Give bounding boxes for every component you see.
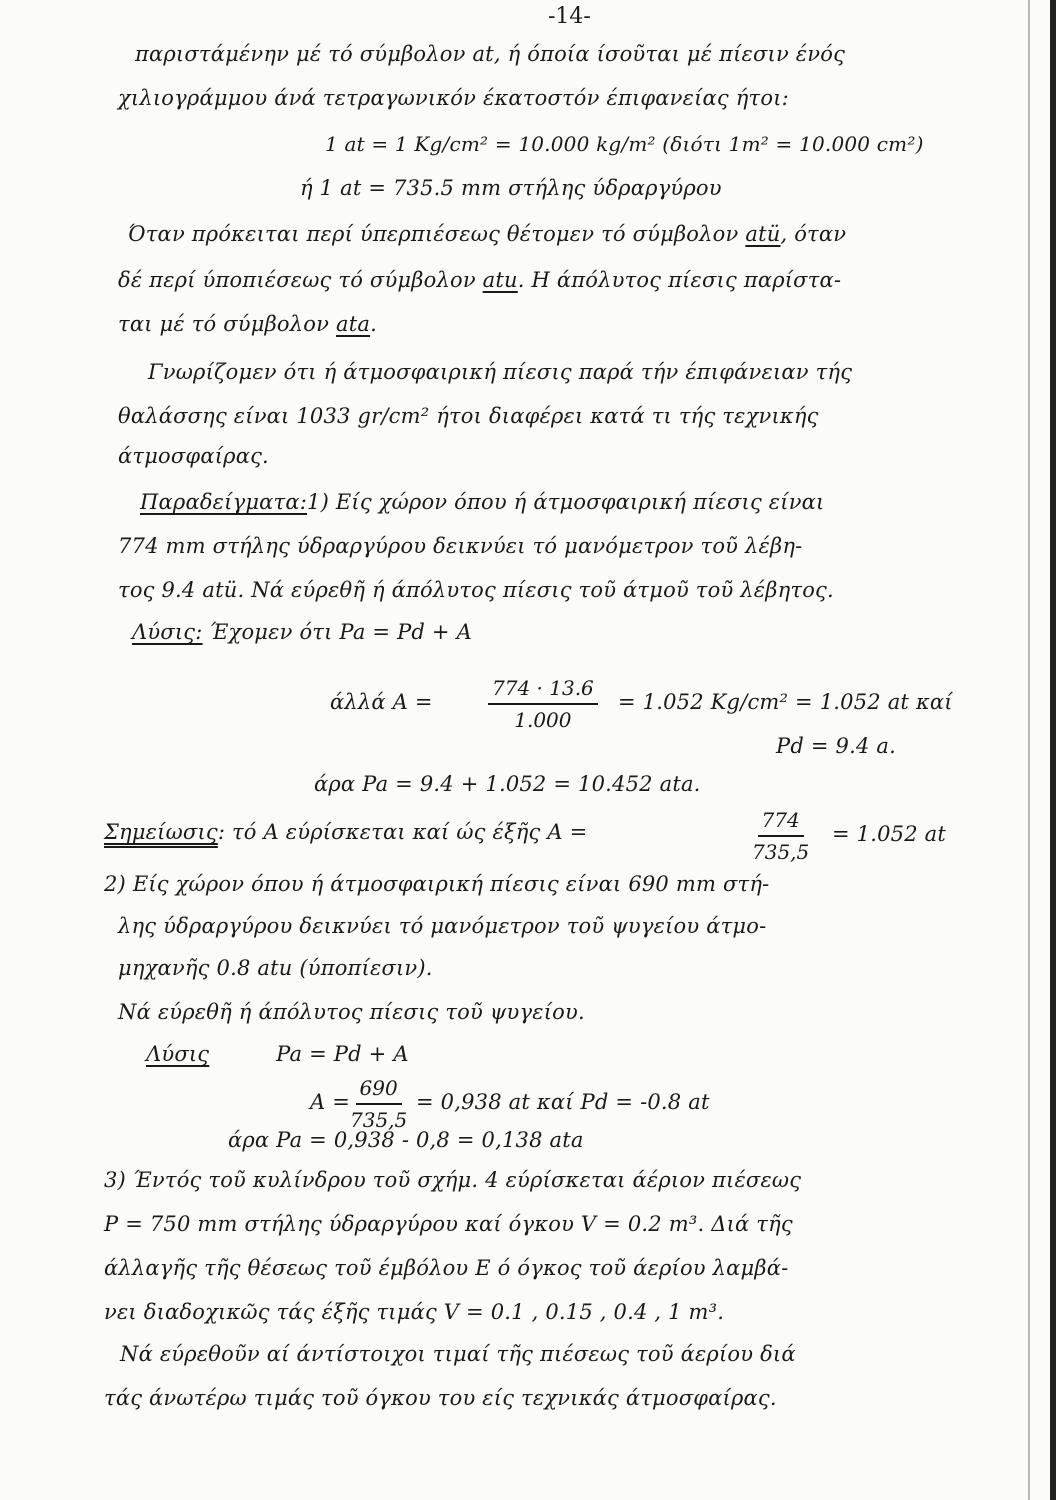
text-line: Νά εύρεθῆ ή άπόλυτος πίεσις τοῦ ψυγείου. <box>118 1000 585 1024</box>
text-line: 2) Είς χώρον όπου ή άτμοσφαιρική πίεσις είναι 690 mm στή- <box>104 872 770 896</box>
text-line <box>104 822 587 843</box>
fraction-numerator: 690 <box>356 1076 402 1105</box>
fraction <box>350 1076 407 1132</box>
equation-lhs: άλλά A = <box>330 690 433 714</box>
text-line <box>118 314 377 335</box>
equation-line: Pd = 9.4 a. <box>776 734 896 758</box>
equation-lhs: A = <box>310 1090 351 1114</box>
equation-line: άρα Pa = 9.4 + 1.052 = 10.452 ata. <box>314 772 701 796</box>
fraction-denominator: 1.000 <box>514 708 572 732</box>
text-line <box>118 270 841 291</box>
note-label: Σημείωσις <box>104 820 218 844</box>
text-segment: Έχομεν ότι Pa = Pd + A <box>209 620 472 644</box>
text-line: 3) Έντός τοῦ κυλίνδρου τοῦ σχήμ. 4 εύρίσκεται άέριον πιέσεως <box>104 1168 802 1192</box>
text-line: χιλιογράμμου άνά τετραγωνικόν έκατοστόν έπιφανείας ήτοι: <box>118 86 789 110</box>
text-line: παριστάμένην μέ τό σύμβολον at, ή όποία ίσοῦται μέ πίεσιν ένός <box>135 42 846 66</box>
equation-result: = 1.052 Kg/cm² = 1.052 at καί <box>618 690 953 714</box>
solution-label: Λύσις: <box>132 620 203 644</box>
text-line: άλλαγῆς τῆς θέσεως τοῦ έμβόλου E ό όγκος τοῦ άερίου λαμβά- <box>104 1256 789 1280</box>
text-line: 774 mm στήλης ύδραργύρου δεικνύει τό μανόμετρον τοῦ λέβη- <box>118 534 803 558</box>
text-line: άτμοσφαίρας. <box>118 444 269 468</box>
text-segment: : τό A εύρίσκεται καί ώς έξῆς A = <box>217 820 588 844</box>
equation-line: άρα Pa = 0,938 - 0,8 = 0,138 ata <box>228 1128 584 1152</box>
text-segment: Όταν πρόκειται περί ύπερπιέσεως θέτομεν τό σύμβολον <box>128 222 739 246</box>
text-segment: ται μέ τό σύμβολον <box>118 312 330 336</box>
text-line: τάς άνωτέρω τιμάς τοῦ όγκου του είς τεχνικάς άτμοσφαίρας. <box>104 1386 777 1410</box>
fraction <box>752 808 809 864</box>
symbol-atu-over: atü <box>745 222 781 246</box>
text-segment: . Η άπόλυτος πίεσις παρίστα- <box>517 268 842 292</box>
fraction <box>488 676 598 732</box>
equation-line: ή 1 at = 735.5 mm στήλης ύδραργύρου <box>300 176 722 200</box>
text-line: τος 9.4 atü. Νά εύρεθῆ ή άπόλυτος πίεσις τοῦ άτμοῦ τοῦ λέβητος. <box>118 578 834 602</box>
text-line <box>132 622 472 643</box>
text-segment: δέ περί ύποπιέσεως τό σύμβολον <box>118 268 476 292</box>
text-line <box>140 492 824 513</box>
equation-line: 1 at = 1 Kg/cm² = 10.000 kg/m² (διότι 1m² = 10.000 cm²) <box>325 132 924 156</box>
text-line: Νά εύρεθοῦν αί άντίστοιχοι τιμαί τῆς πιέσεως τοῦ άερίου διά <box>120 1342 796 1366</box>
text-line <box>128 224 846 245</box>
page-number: -14- <box>548 4 591 29</box>
examples-heading: Παραδείγματα: <box>140 490 308 514</box>
fraction-denominator: 735,5 <box>752 840 810 864</box>
fraction-numerator: 774 <box>758 808 804 837</box>
text-line: λης ύδραργύρου δεικνύει τό μανόμετρον τοῦ ψυγείου άτμο- <box>118 914 767 938</box>
text-segment: Pa = Pd + A <box>276 1042 409 1066</box>
equation-result: = 1.052 at <box>832 822 947 846</box>
fraction-numerator: 774 · 13.6 <box>488 676 598 705</box>
text-segment: , όταν <box>780 222 847 246</box>
text-line: νει διαδοχικῶς τάς έξῆς τιμάς V = 0.1 , 0.15 , 0.4 , 1 m³. <box>104 1300 725 1324</box>
solution-label: Λύσις <box>146 1042 210 1066</box>
text-line: Γνωρίζομεν ότι ή άτμοσφαιρική πίεσις παρά τήν έπιφάνειαν τής <box>148 360 853 384</box>
text-segment: 1) Είς χώρον όπου ή άτμοσφαιρική πίεσις είναι <box>307 490 825 514</box>
text-line: μηχανῆς 0.8 atu (ύποπίεσιν). <box>118 956 433 980</box>
symbol-ata: ata <box>335 312 371 336</box>
text-segment: . <box>370 312 377 336</box>
text-line: P = 750 mm στήλης ύδραργύρου καί όγκου V = 0.2 m³. Διά τῆς <box>104 1212 793 1236</box>
symbol-atu-under: atu <box>482 268 518 292</box>
fraction-denominator: 735,5 <box>350 1108 408 1132</box>
equation-result: = 0,938 at καί Pd = -0.8 at <box>416 1090 710 1114</box>
text-line: θαλάσσης είναι 1033 gr/cm² ήτοι διαφέρει κατά τι τής τεχνικής <box>118 404 819 428</box>
text-line <box>146 1044 409 1065</box>
